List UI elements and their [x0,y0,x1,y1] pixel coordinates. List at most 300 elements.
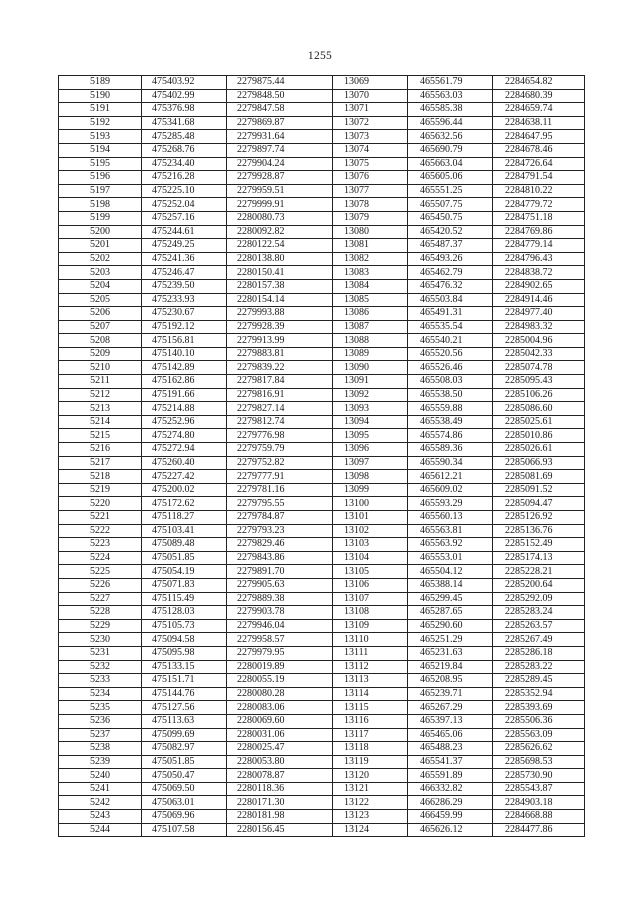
table-row [59,524,585,538]
x-coordinate-right-cell: 465593.29 [408,497,493,511]
point-id-left-cell: 5215 [59,429,142,443]
x-coordinate-left-cell: 475051.85 [142,551,227,565]
point-id-left-cell: 5193 [59,130,142,144]
table-row [59,252,585,266]
y-coordinate-right-cell: 2285026.61 [493,443,585,457]
x-coordinate-right-cell: 465559.88 [408,402,493,416]
y-coordinate-left-cell: 2279979.95 [227,646,333,660]
y-coordinate-right-cell: 2285228.21 [493,565,585,579]
table-row [59,225,585,239]
y-coordinate-left-cell: 2279752.82 [227,456,333,470]
point-id-left-cell: 5244 [59,823,142,837]
y-coordinate-right-cell: 2285200.64 [493,578,585,592]
y-coordinate-left-cell: 2279784.87 [227,511,333,525]
table-row [59,279,585,293]
point-id-left-cell: 5213 [59,402,142,416]
point-id-right-cell: 13105 [333,565,408,579]
x-coordinate-left-cell: 475162.86 [142,375,227,389]
table-row [59,456,585,470]
point-id-left-cell: 5217 [59,456,142,470]
point-id-left-cell: 5207 [59,320,142,334]
x-coordinate-right-cell: 465520.56 [408,347,493,361]
point-id-right-cell: 13084 [333,279,408,293]
x-coordinate-right-cell: 465251.29 [408,633,493,647]
point-id-left-cell: 5238 [59,742,142,756]
y-coordinate-left-cell: 2279928.87 [227,171,333,185]
y-coordinate-right-cell: 2284838.72 [493,266,585,280]
y-coordinate-right-cell: 2284983.32 [493,320,585,334]
point-id-right-cell: 13071 [333,103,408,117]
x-coordinate-left-cell: 475094.58 [142,633,227,647]
x-coordinate-right-cell: 465609.02 [408,483,493,497]
y-coordinate-right-cell: 2285066.93 [493,456,585,470]
y-coordinate-left-cell: 2279891.70 [227,565,333,579]
y-coordinate-right-cell: 2284668.88 [493,810,585,824]
y-coordinate-right-cell: 2285025.61 [493,415,585,429]
point-id-right-cell: 13072 [333,116,408,130]
y-coordinate-left-cell: 2280181.98 [227,810,333,824]
point-id-right-cell: 13089 [333,347,408,361]
point-id-left-cell: 5206 [59,307,142,321]
x-coordinate-left-cell: 475191.66 [142,388,227,402]
point-id-right-cell: 13109 [333,619,408,633]
x-coordinate-right-cell: 465560.13 [408,511,493,525]
x-coordinate-left-cell: 475341.68 [142,116,227,130]
point-id-right-cell: 13118 [333,742,408,756]
y-coordinate-left-cell: 2279795.55 [227,497,333,511]
point-id-right-cell: 13122 [333,796,408,810]
y-coordinate-left-cell: 2280069.60 [227,714,333,728]
x-coordinate-left-cell: 475200.02 [142,483,227,497]
point-id-right-cell: 13074 [333,143,408,157]
y-coordinate-left-cell: 2280118.36 [227,782,333,796]
y-coordinate-left-cell: 2279829.46 [227,538,333,552]
table-row [59,714,585,728]
point-id-right-cell: 13101 [333,511,408,525]
x-coordinate-left-cell: 475113.63 [142,714,227,728]
x-coordinate-right-cell: 465563.81 [408,524,493,538]
y-coordinate-right-cell: 2284647.95 [493,130,585,144]
y-coordinate-right-cell: 2284678.46 [493,143,585,157]
x-coordinate-left-cell: 475227.42 [142,470,227,484]
y-coordinate-left-cell: 2280150.41 [227,266,333,280]
y-coordinate-right-cell: 2285626.62 [493,742,585,756]
point-id-left-cell: 5223 [59,538,142,552]
x-coordinate-right-cell: 465626.12 [408,823,493,837]
x-coordinate-left-cell: 475051.85 [142,755,227,769]
point-id-right-cell: 13070 [333,89,408,103]
point-id-left-cell: 5198 [59,198,142,212]
x-coordinate-left-cell: 475115.49 [142,592,227,606]
y-coordinate-left-cell: 2279946.04 [227,619,333,633]
point-id-right-cell: 13075 [333,157,408,171]
x-coordinate-left-cell: 475252.96 [142,415,227,429]
y-coordinate-right-cell: 2285286.18 [493,646,585,660]
y-coordinate-left-cell: 2279816.91 [227,388,333,402]
y-coordinate-left-cell: 2279928.39 [227,320,333,334]
x-coordinate-right-cell: 465420.52 [408,225,493,239]
point-id-left-cell: 5224 [59,551,142,565]
y-coordinate-right-cell: 2285136.76 [493,524,585,538]
x-coordinate-right-cell: 465605.06 [408,171,493,185]
x-coordinate-right-cell: 465563.03 [408,89,493,103]
point-id-right-cell: 13090 [333,361,408,375]
point-id-left-cell: 5239 [59,755,142,769]
y-coordinate-right-cell: 2285543.87 [493,782,585,796]
x-coordinate-right-cell: 465553.01 [408,551,493,565]
table-row [59,293,585,307]
point-id-left-cell: 5218 [59,470,142,484]
x-coordinate-left-cell: 475069.50 [142,782,227,796]
point-id-left-cell: 5200 [59,225,142,239]
table-row [59,198,585,212]
x-coordinate-left-cell: 475128.03 [142,606,227,620]
y-coordinate-left-cell: 2280171.30 [227,796,333,810]
y-coordinate-right-cell: 2284769.86 [493,225,585,239]
point-id-left-cell: 5205 [59,293,142,307]
point-id-right-cell: 13093 [333,402,408,416]
x-coordinate-left-cell: 475144.76 [142,687,227,701]
point-id-left-cell: 5209 [59,347,142,361]
table-row [59,130,585,144]
point-id-left-cell: 5195 [59,157,142,171]
point-id-left-cell: 5190 [59,89,142,103]
x-coordinate-right-cell: 465540.21 [408,334,493,348]
y-coordinate-left-cell: 2279958.57 [227,633,333,647]
table-row [59,823,585,837]
y-coordinate-right-cell: 2285698.53 [493,755,585,769]
point-id-right-cell: 13094 [333,415,408,429]
y-coordinate-right-cell: 2284902.65 [493,279,585,293]
point-id-right-cell: 13113 [333,674,408,688]
table-row [59,701,585,715]
point-id-right-cell: 13080 [333,225,408,239]
point-id-right-cell: 13112 [333,660,408,674]
x-coordinate-left-cell: 475082.97 [142,742,227,756]
y-coordinate-left-cell: 2280122.54 [227,239,333,253]
point-id-left-cell: 5203 [59,266,142,280]
table-row [59,592,585,606]
point-id-right-cell: 13103 [333,538,408,552]
point-id-right-cell: 13069 [333,76,408,90]
point-id-right-cell: 13085 [333,293,408,307]
y-coordinate-left-cell: 2279931.64 [227,130,333,144]
table-row [59,565,585,579]
x-coordinate-right-cell: 465535.54 [408,320,493,334]
y-coordinate-right-cell: 2285563.09 [493,728,585,742]
point-id-right-cell: 13097 [333,456,408,470]
point-id-left-cell: 5202 [59,252,142,266]
point-id-right-cell: 13091 [333,375,408,389]
point-id-left-cell: 5237 [59,728,142,742]
table-row [59,578,585,592]
x-coordinate-left-cell: 475257.16 [142,211,227,225]
y-coordinate-left-cell: 2279776.98 [227,429,333,443]
y-coordinate-right-cell: 2285263.57 [493,619,585,633]
point-id-right-cell: 13081 [333,239,408,253]
y-coordinate-right-cell: 2284680.39 [493,89,585,103]
x-coordinate-left-cell: 475403.92 [142,76,227,90]
table-row [59,769,585,783]
x-coordinate-right-cell: 465561.79 [408,76,493,90]
y-coordinate-left-cell: 2279848.50 [227,89,333,103]
table-row [59,796,585,810]
y-coordinate-left-cell: 2280055.19 [227,674,333,688]
y-coordinate-right-cell: 2284791.54 [493,171,585,185]
point-id-left-cell: 5220 [59,497,142,511]
y-coordinate-left-cell: 2280083.06 [227,701,333,715]
point-id-left-cell: 5192 [59,116,142,130]
y-coordinate-right-cell: 2284914.46 [493,293,585,307]
x-coordinate-right-cell: 465690.79 [408,143,493,157]
y-coordinate-right-cell: 2285506.36 [493,714,585,728]
y-coordinate-right-cell: 2285010.86 [493,429,585,443]
point-id-left-cell: 5227 [59,592,142,606]
table-row [59,810,585,824]
x-coordinate-right-cell: 465504.12 [408,565,493,579]
y-coordinate-left-cell: 2279839.22 [227,361,333,375]
y-coordinate-left-cell: 2279847.58 [227,103,333,117]
y-coordinate-right-cell: 2285283.22 [493,660,585,674]
x-coordinate-left-cell: 475133.15 [142,660,227,674]
x-coordinate-left-cell: 475239.50 [142,279,227,293]
y-coordinate-right-cell: 2285289.45 [493,674,585,688]
table-row [59,497,585,511]
y-coordinate-left-cell: 2279812.74 [227,415,333,429]
point-id-right-cell: 13098 [333,470,408,484]
table-row [59,116,585,130]
point-id-right-cell: 13100 [333,497,408,511]
point-id-right-cell: 13082 [333,252,408,266]
x-coordinate-right-cell: 466332.82 [408,782,493,796]
table-row [59,551,585,565]
x-coordinate-left-cell: 475241.36 [142,252,227,266]
y-coordinate-right-cell: 2285152.49 [493,538,585,552]
y-coordinate-right-cell: 2284654.82 [493,76,585,90]
x-coordinate-right-cell: 465503.84 [408,293,493,307]
x-coordinate-right-cell: 465538.50 [408,388,493,402]
point-id-left-cell: 5216 [59,443,142,457]
point-id-left-cell: 5226 [59,578,142,592]
table-row [59,388,585,402]
point-id-right-cell: 13108 [333,606,408,620]
point-id-left-cell: 5219 [59,483,142,497]
table-row [59,320,585,334]
y-coordinate-left-cell: 2280053.80 [227,755,333,769]
point-id-right-cell: 13124 [333,823,408,837]
point-id-left-cell: 5214 [59,415,142,429]
y-coordinate-left-cell: 2279993.88 [227,307,333,321]
x-coordinate-right-cell: 465231.63 [408,646,493,660]
y-coordinate-right-cell: 2284638.11 [493,116,585,130]
table-row [59,171,585,185]
x-coordinate-right-cell: 465612.21 [408,470,493,484]
y-coordinate-right-cell: 2285042.33 [493,347,585,361]
y-coordinate-right-cell: 2284810.22 [493,184,585,198]
point-id-right-cell: 13107 [333,592,408,606]
coordinates-table-body [59,76,585,837]
point-id-right-cell: 13111 [333,646,408,660]
point-id-left-cell: 5194 [59,143,142,157]
y-coordinate-right-cell: 2285174.13 [493,551,585,565]
x-coordinate-left-cell: 475071.83 [142,578,227,592]
page-number: 1255 [307,50,333,62]
y-coordinate-left-cell: 2279897.74 [227,143,333,157]
table-row [59,633,585,647]
x-coordinate-right-cell: 465596.44 [408,116,493,130]
point-id-left-cell: 5201 [59,239,142,253]
point-id-right-cell: 13077 [333,184,408,198]
y-coordinate-right-cell: 2285106.26 [493,388,585,402]
point-id-left-cell: 5235 [59,701,142,715]
x-coordinate-left-cell: 475142.89 [142,361,227,375]
point-id-right-cell: 13076 [333,171,408,185]
x-coordinate-left-cell: 475233.93 [142,293,227,307]
x-coordinate-right-cell: 465239.71 [408,687,493,701]
y-coordinate-left-cell: 2279875.44 [227,76,333,90]
point-id-left-cell: 5221 [59,511,142,525]
y-coordinate-left-cell: 2279777.91 [227,470,333,484]
y-coordinate-right-cell: 2284659.74 [493,103,585,117]
y-coordinate-left-cell: 2279781.16 [227,483,333,497]
y-coordinate-left-cell: 2279793.23 [227,524,333,538]
x-coordinate-left-cell: 475246.47 [142,266,227,280]
table-row [59,239,585,253]
table-row [59,443,585,457]
x-coordinate-right-cell: 465591.89 [408,769,493,783]
y-coordinate-left-cell: 2279903.78 [227,606,333,620]
x-coordinate-left-cell: 475140.10 [142,347,227,361]
point-id-right-cell: 13121 [333,782,408,796]
x-coordinate-right-cell: 465290.60 [408,619,493,633]
x-coordinate-left-cell: 475063.01 [142,796,227,810]
y-coordinate-right-cell: 2285393.69 [493,701,585,715]
point-id-left-cell: 5211 [59,375,142,389]
x-coordinate-right-cell: 465507.75 [408,198,493,212]
x-coordinate-left-cell: 475118.27 [142,511,227,525]
x-coordinate-right-cell: 465563.92 [408,538,493,552]
x-coordinate-left-cell: 475285.48 [142,130,227,144]
x-coordinate-left-cell: 475244.61 [142,225,227,239]
x-coordinate-left-cell: 475249.25 [142,239,227,253]
table-row [59,483,585,497]
table-row [59,266,585,280]
point-id-left-cell: 5222 [59,524,142,538]
point-id-right-cell: 13095 [333,429,408,443]
point-id-left-cell: 5197 [59,184,142,198]
x-coordinate-right-cell: 465208.95 [408,674,493,688]
point-id-right-cell: 13120 [333,769,408,783]
point-id-left-cell: 5204 [59,279,142,293]
y-coordinate-right-cell: 2284779.72 [493,198,585,212]
point-id-right-cell: 13079 [333,211,408,225]
x-coordinate-right-cell: 465491.31 [408,307,493,321]
x-coordinate-left-cell: 475151.71 [142,674,227,688]
point-id-right-cell: 13078 [333,198,408,212]
point-id-right-cell: 13115 [333,701,408,715]
x-coordinate-left-cell: 475099.69 [142,728,227,742]
point-id-left-cell: 5233 [59,674,142,688]
x-coordinate-right-cell: 465476.32 [408,279,493,293]
table-row [59,782,585,796]
y-coordinate-left-cell: 2279827.14 [227,402,333,416]
table-row [59,606,585,620]
point-id-left-cell: 5191 [59,103,142,117]
table-row [59,361,585,375]
point-id-right-cell: 13096 [333,443,408,457]
point-id-right-cell: 13104 [333,551,408,565]
x-coordinate-right-cell: 466459.99 [408,810,493,824]
point-id-right-cell: 13119 [333,755,408,769]
x-coordinate-left-cell: 475216.28 [142,171,227,185]
point-id-right-cell: 13114 [333,687,408,701]
y-coordinate-left-cell: 2280078.87 [227,769,333,783]
x-coordinate-left-cell: 475156.81 [142,334,227,348]
table-row [59,334,585,348]
y-coordinate-right-cell: 2285081.69 [493,470,585,484]
x-coordinate-right-cell: 465663.04 [408,157,493,171]
table-row [59,674,585,688]
y-coordinate-left-cell: 2279843.86 [227,551,333,565]
coordinates-table [58,75,585,837]
y-coordinate-left-cell: 2279883.81 [227,347,333,361]
point-id-left-cell: 5242 [59,796,142,810]
point-id-right-cell: 13087 [333,320,408,334]
x-coordinate-right-cell: 465508.03 [408,375,493,389]
point-id-left-cell: 5196 [59,171,142,185]
y-coordinate-right-cell: 2285091.52 [493,483,585,497]
x-coordinate-right-cell: 465632.56 [408,130,493,144]
point-id-right-cell: 13083 [333,266,408,280]
point-id-left-cell: 5243 [59,810,142,824]
x-coordinate-right-cell: 465590.34 [408,456,493,470]
table-row [59,415,585,429]
x-coordinate-left-cell: 475260.40 [142,456,227,470]
point-id-left-cell: 5208 [59,334,142,348]
x-coordinate-right-cell: 465488.23 [408,742,493,756]
y-coordinate-right-cell: 2285095.43 [493,375,585,389]
point-id-left-cell: 5230 [59,633,142,647]
point-id-left-cell: 5199 [59,211,142,225]
x-coordinate-right-cell: 465462.79 [408,266,493,280]
y-coordinate-left-cell: 2280031.06 [227,728,333,742]
table-row [59,660,585,674]
x-coordinate-left-cell: 475050.47 [142,769,227,783]
y-coordinate-left-cell: 2280025.47 [227,742,333,756]
table-row [59,511,585,525]
table-row [59,728,585,742]
x-coordinate-right-cell: 465574.86 [408,429,493,443]
y-coordinate-left-cell: 2280154.14 [227,293,333,307]
point-id-right-cell: 13102 [333,524,408,538]
x-coordinate-right-cell: 465493.26 [408,252,493,266]
y-coordinate-right-cell: 2284751.18 [493,211,585,225]
y-coordinate-left-cell: 2280092.82 [227,225,333,239]
y-coordinate-right-cell: 2285074.78 [493,361,585,375]
y-coordinate-left-cell: 2280019.89 [227,660,333,674]
point-id-right-cell: 13106 [333,578,408,592]
x-coordinate-left-cell: 475192.12 [142,320,227,334]
table-row [59,143,585,157]
x-coordinate-right-cell: 465551.25 [408,184,493,198]
table-row [59,375,585,389]
y-coordinate-right-cell: 2285267.49 [493,633,585,647]
y-coordinate-right-cell: 2285086.60 [493,402,585,416]
x-coordinate-left-cell: 475234.40 [142,157,227,171]
table-row [59,429,585,443]
point-id-left-cell: 5210 [59,361,142,375]
x-coordinate-right-cell: 465589.36 [408,443,493,457]
